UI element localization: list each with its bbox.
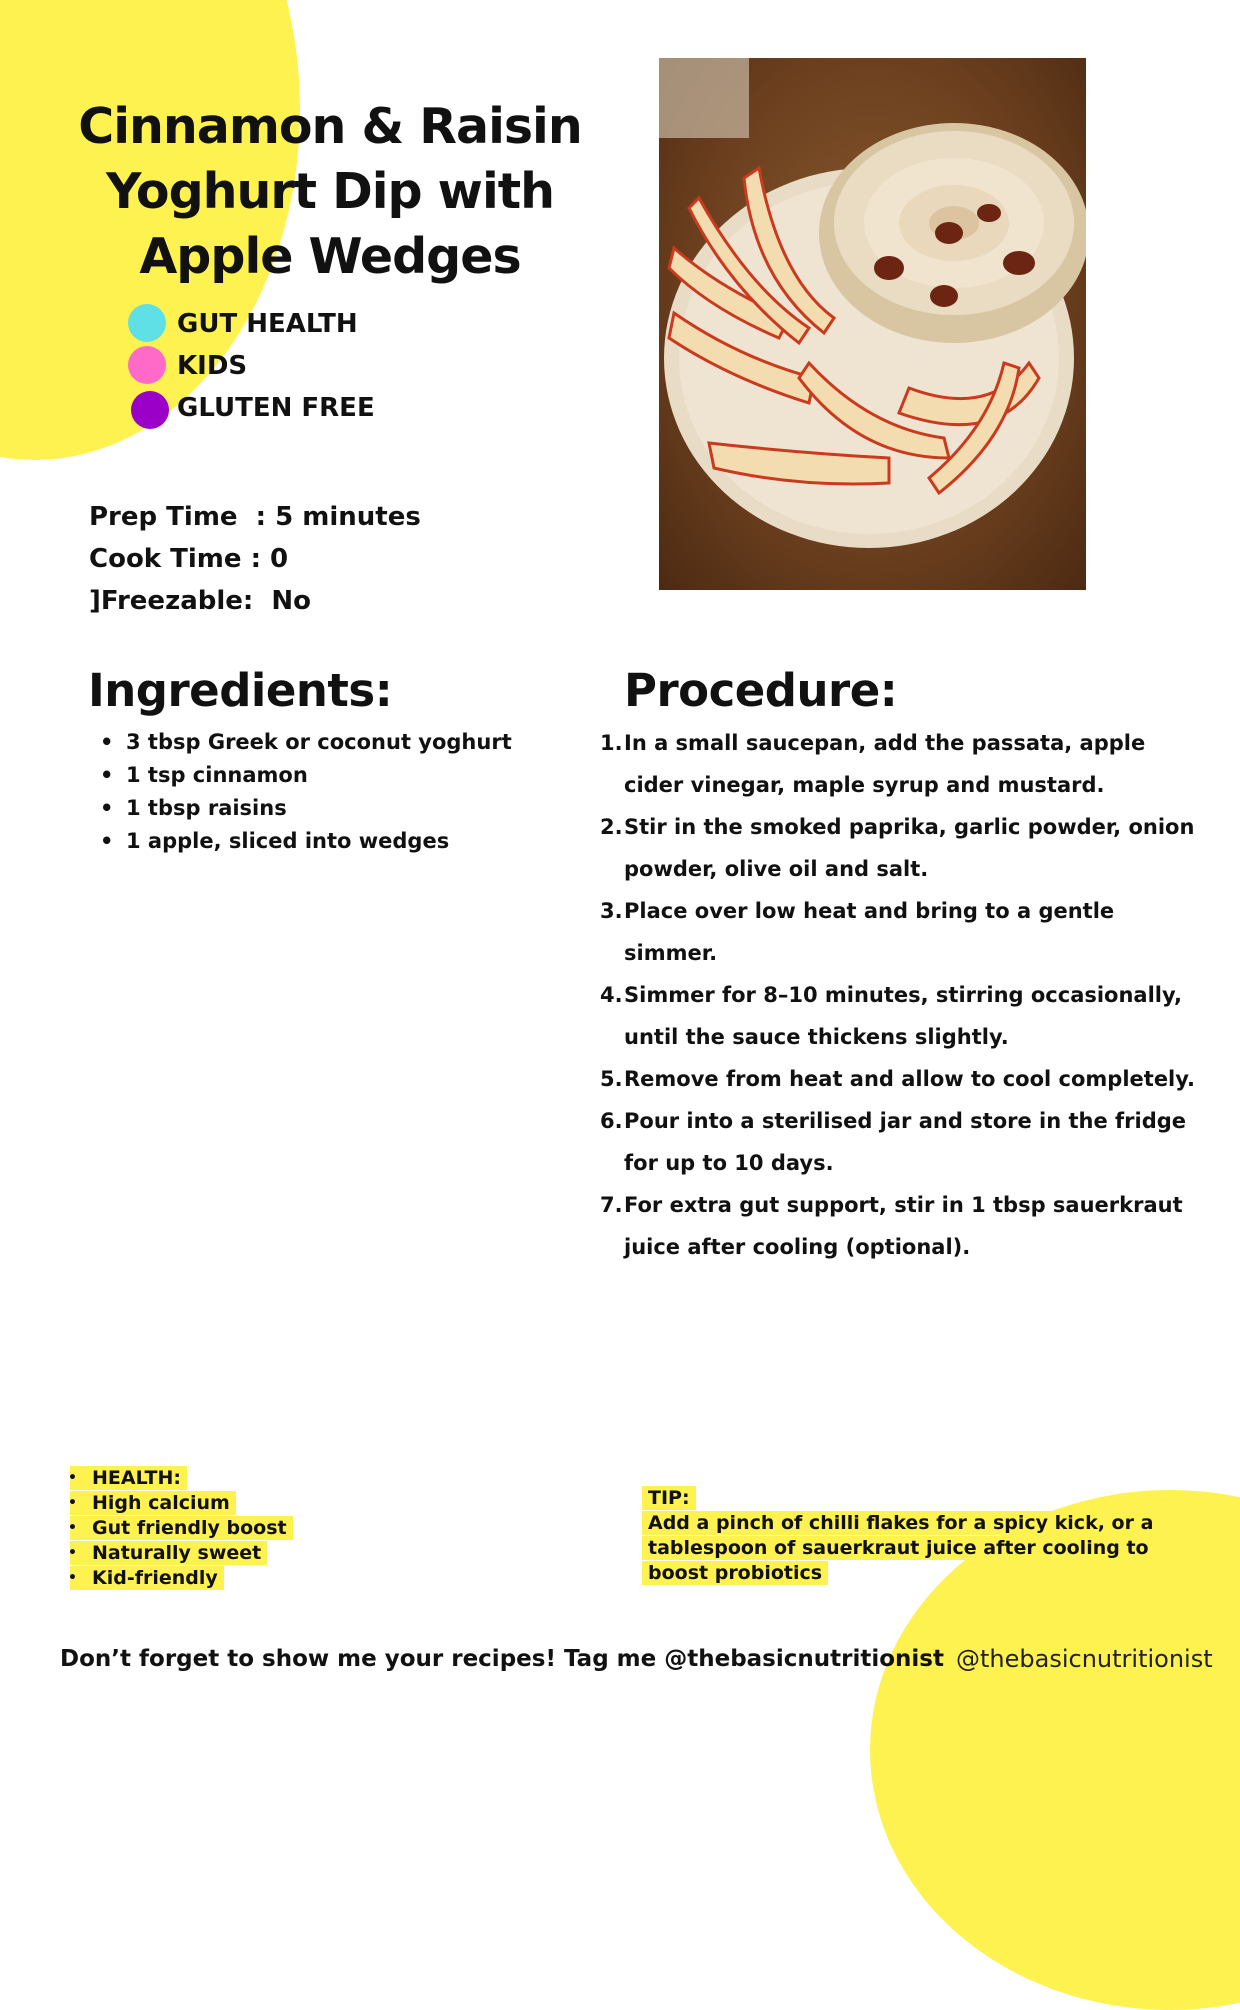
- procedure-list: [600, 722, 1200, 1268]
- list-item: • 1 apple, sliced into wedges: [100, 829, 512, 862]
- step-text: Stir in the smoked paprika, garlic powder, onion powder, olive oil and salt.: [624, 815, 1195, 881]
- prep-time: Prep Time : 5 minutes: [89, 502, 421, 532]
- photo-illustration: [659, 58, 1086, 590]
- freezable: ]Freezable: No: [89, 586, 312, 616]
- tip-box: [642, 1486, 1202, 1586]
- health-benefits: [70, 1466, 293, 1591]
- ingredients-heading: Ingredients:: [88, 664, 393, 717]
- step-number: 1.: [600, 731, 623, 755]
- procedure-heading: Procedure:: [624, 664, 898, 717]
- cook-time: Cook Time : 0: [89, 544, 289, 574]
- step-text: Pour into a sterilised jar and store in the fridge for up to 10 days.: [624, 1109, 1187, 1175]
- title-line-1: Cinnamon & Raisin: [78, 98, 582, 155]
- step-text: Remove from heat and allow to cool completely.: [624, 1067, 1195, 1091]
- list-item: • 1 tsp cinnamon: [100, 763, 512, 796]
- tag-label: KIDS: [177, 351, 248, 381]
- tag-label: GUT HEALTH: [177, 309, 358, 339]
- health-item: Gut friendly boost: [70, 1516, 293, 1540]
- list-item: [70, 1566, 293, 1591]
- yoghurt-dip-apple-photo: [659, 58, 1086, 590]
- list-item: [600, 890, 1200, 974]
- health-item: Kid-friendly: [70, 1566, 224, 1590]
- list-item: • 3 tbsp Greek or coconut yoghurt: [100, 730, 512, 763]
- step-number: 4.: [600, 983, 623, 1007]
- list-item: [70, 1541, 293, 1566]
- recipe-meta: [89, 502, 421, 628]
- step-text: For extra gut support, stir in 1 tbsp sauerkraut juice after cooling (optional).: [624, 1193, 1183, 1259]
- list-item: [600, 722, 1200, 806]
- list-item: [600, 806, 1200, 890]
- step-text: Simmer for 8–10 minutes, stirring occasionally, until the sauce thickens slightly.: [624, 983, 1183, 1049]
- list-item: [600, 974, 1200, 1058]
- ingredients-list: [100, 730, 512, 862]
- list-item: [70, 1516, 293, 1541]
- list-item: [600, 1100, 1200, 1184]
- step-number: 2.: [600, 815, 623, 839]
- tip-label: TIP:: [642, 1486, 696, 1510]
- footer-handle: @thebasicnutritionist: [956, 1645, 1213, 1673]
- tip-text: Add a pinch of chilli flakes for a spicy kick, or a tablespoon of sauerkraut juice after cooling to boost probiotics: [642, 1511, 1159, 1585]
- step-number: 5.: [600, 1067, 623, 1091]
- health-item: High calcium: [70, 1491, 236, 1515]
- gut-health-dot-icon: [128, 304, 166, 342]
- step-text: In a small saucepan, add the passata, apple cider vinegar, maple syrup and mustard.: [624, 731, 1146, 797]
- step-number: 6.: [600, 1109, 623, 1133]
- recipe-title: [70, 94, 590, 289]
- title-line-3: Apple Wedges: [139, 228, 521, 285]
- list-item: • 1 tbsp raisins: [100, 796, 512, 829]
- title-line-2: Yoghurt Dip with: [105, 163, 555, 220]
- list-item: [600, 1184, 1200, 1268]
- step-number: 3.: [600, 899, 623, 923]
- health-item: Naturally sweet: [70, 1541, 267, 1565]
- gluten-free-dot-icon: [131, 391, 169, 429]
- health-heading: HEALTH:: [70, 1466, 187, 1490]
- kids-dot-icon: [128, 346, 166, 384]
- footer-cta: Don’t forget to show me your recipes! Tag me @thebasicnutritionist: [60, 1646, 944, 1672]
- step-text: Place over low heat and bring to a gentle simmer.: [624, 899, 1115, 965]
- list-item: [70, 1491, 293, 1516]
- list-item: [600, 1058, 1200, 1100]
- list-item: [70, 1466, 293, 1491]
- tag-label: GLUTEN FREE: [177, 393, 375, 423]
- step-number: 7.: [600, 1193, 623, 1217]
